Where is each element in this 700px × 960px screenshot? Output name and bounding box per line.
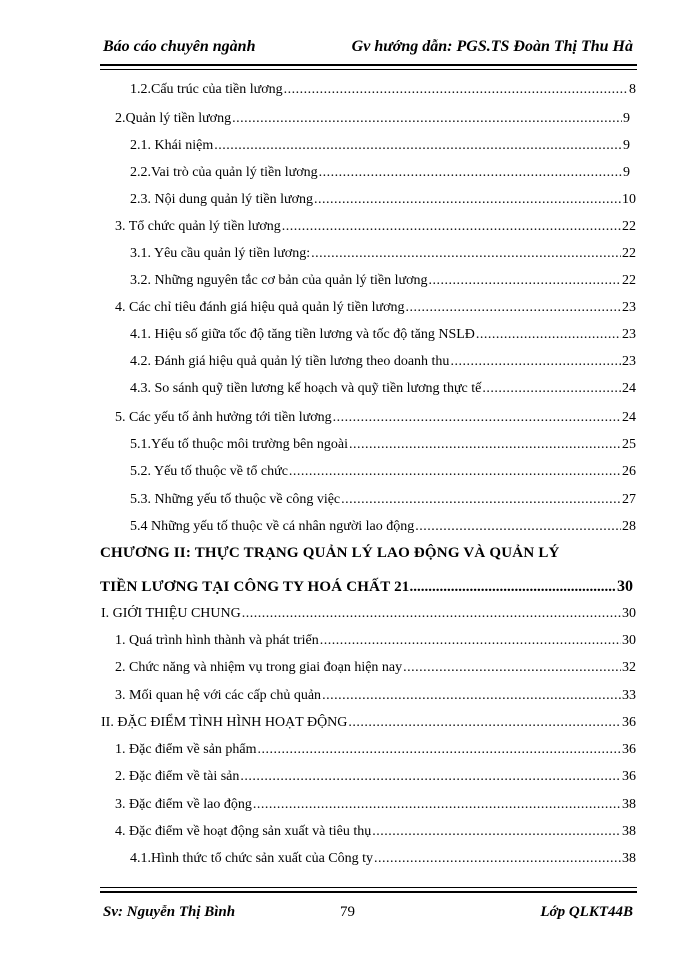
toc-entry-page: 24 [622, 381, 636, 396]
footer-student: Sv: Nguyễn Thị Bình [103, 904, 236, 920]
toc-entry-title: 4.1.Hình thức tổ chức sản xuất của Công ty [130, 851, 374, 866]
toc-entry-title: II. ĐẶC ĐIỂM TÌNH HÌNH HOẠT ĐỘNG [101, 715, 348, 730]
toc-entry-page: 36 [622, 742, 636, 757]
toc-entry[interactable] [115, 688, 636, 704]
header-report-title: Báo cáo chuyên ngành [103, 38, 256, 55]
chapter-title: TIỀN LƯƠNG TẠI CÔNG TY HOÁ CHẤT 21 [100, 579, 410, 595]
toc-leader [214, 138, 622, 154]
toc-entry-title: 4.1. Hiệu số giữa tốc độ tăng tiền lương và tốc độ tăng NSLĐ [130, 327, 475, 342]
toc-leader [403, 660, 621, 676]
toc-entry[interactable] [130, 464, 636, 480]
toc-entry-page: 22 [622, 219, 636, 234]
toc-entry[interactable] [115, 824, 636, 840]
toc-entry[interactable] [130, 437, 636, 453]
toc-entry-title: 1. Quá trình hình thành và phát triển [115, 633, 319, 648]
toc-entry-title: 3. Mối quan hệ với các cấp chủ quản [115, 688, 322, 703]
toc-entry-page: 25 [622, 437, 636, 452]
toc-entry-title: 2. Đặc điểm về tài sản [115, 769, 240, 784]
toc-entry-page: 36 [622, 715, 636, 730]
toc-entry-page: 33 [622, 688, 636, 703]
toc-entry-page: 9 [623, 165, 630, 180]
toc-entry[interactable] [130, 192, 636, 208]
toc-entry[interactable] [115, 219, 636, 235]
toc-entry[interactable] [115, 660, 636, 676]
toc-entry-page: 28 [622, 519, 636, 534]
toc-entry-title: 1. Đặc điểm về sản phẩm [115, 742, 257, 757]
toc-entry[interactable] [115, 797, 636, 813]
toc-leader [320, 633, 621, 649]
toc-leader [322, 688, 621, 704]
toc-entry-page: 23 [622, 327, 636, 342]
toc-entry-title: 3.2. Những nguyên tắc cơ bản của quản lý tiền lương [130, 273, 428, 288]
toc-entry-title: 3. Đặc điểm về lao động [115, 797, 252, 812]
toc-leader [415, 519, 621, 535]
toc-entry-page: 23 [622, 354, 636, 369]
toc-leader [410, 579, 616, 596]
toc-entry-title: 5.3. Những yếu tố thuộc về công việc [130, 492, 341, 507]
toc-entry-page: 9 [623, 111, 630, 126]
toc-leader [348, 715, 621, 731]
toc-leader [284, 82, 628, 98]
toc-leader [242, 606, 621, 622]
toc-entry[interactable] [115, 633, 636, 649]
page-header [100, 38, 637, 62]
toc-entry-page: 36 [622, 769, 636, 784]
toc-entry-title: 4. Đặc điểm về hoạt động sản xuất và tiêu thụ [115, 824, 372, 839]
page-footer [100, 904, 637, 926]
toc-leader [374, 851, 621, 867]
toc-entry-title: 4.2. Đánh giá hiệu quả quản lý tiền lương theo doanh thu [130, 354, 450, 369]
toc-entry[interactable] [130, 82, 636, 98]
page-number: 79 [340, 904, 355, 920]
toc-entry-title: 5. Các yếu tố ảnh hưởng tới tiền lương [115, 410, 332, 425]
toc-entry-title: 3. Tổ chức quản lý tiền lương [115, 219, 281, 234]
toc-entry-page: 32 [622, 660, 636, 675]
toc-entry[interactable] [130, 273, 636, 289]
toc-leader [258, 742, 621, 758]
toc-entry-page: 38 [622, 797, 636, 812]
toc-leader [341, 492, 621, 508]
header-supervisor: Gv hướng dẫn: PGS.TS Đoàn Thị Thu Hà [351, 38, 633, 55]
toc-entry-title: 4. Các chỉ tiêu đánh giá hiệu quả quản lý tiền lương [115, 300, 405, 315]
toc-entry[interactable] [130, 138, 630, 154]
toc-leader [482, 381, 621, 397]
toc-entry-title: 5.2. Yếu tố thuộc về tổ chức [130, 464, 288, 479]
toc-leader [240, 769, 621, 785]
toc-entry[interactable] [101, 715, 636, 731]
toc-entry-page: 22 [622, 273, 636, 288]
toc-entry-title: 5.4 Những yếu tố thuộc về cá nhân người lao động [130, 519, 415, 534]
toc-entry[interactable] [115, 769, 636, 785]
toc-leader [314, 192, 621, 208]
toc-entry-title: 1.2.Cấu trúc của tiền lương [130, 82, 283, 97]
toc-entry[interactable] [130, 851, 636, 867]
chapter-heading-line2[interactable] [100, 578, 637, 596]
toc-leader [319, 165, 622, 181]
toc-entry-page: 23 [622, 300, 636, 315]
toc-leader [311, 246, 621, 262]
toc-entry[interactable] [130, 519, 636, 535]
toc-entry[interactable] [130, 327, 636, 343]
toc-entry[interactable] [130, 246, 636, 262]
toc-entry-page: 30 [622, 633, 636, 648]
toc-entry-title: 3.1. Yêu cầu quản lý tiền lương: [130, 246, 311, 261]
toc-entry-title: 4.3. So sánh quỹ tiền lương kế hoạch và quỹ tiền lương thực tế [130, 381, 482, 396]
toc-leader [476, 327, 621, 343]
toc-entry-title: 2.2.Vai trò của quản lý tiền lương [130, 165, 318, 180]
toc-entry[interactable] [115, 300, 636, 316]
toc-leader [289, 464, 621, 480]
toc-entry-title: 5.1.Yếu tố thuộc môi trường bên ngoài [130, 437, 348, 452]
toc-entry-page: 24 [622, 410, 636, 425]
toc-leader [333, 410, 621, 426]
toc-leader [428, 273, 621, 289]
toc-entry-page: 9 [623, 138, 630, 153]
chapter-heading-line1[interactable]: CHƯƠNG II: THỰC TRẠNG QUẢN LÝ LAO ĐỘNG VÀ QUẢN LÝ [100, 545, 560, 561]
toc-leader [372, 824, 621, 840]
toc-entry[interactable] [130, 381, 636, 397]
toc-entry-page: 26 [622, 464, 636, 479]
toc-entry-page: 10 [622, 192, 636, 207]
toc-entry-page: 22 [622, 246, 636, 261]
toc-entry-title: I. GIỚI THIỆU CHUNG [101, 606, 241, 621]
footer-rule [100, 887, 637, 893]
toc-leader [282, 219, 621, 235]
toc-entry[interactable] [115, 111, 630, 127]
toc-entry[interactable] [130, 354, 636, 370]
toc-entry[interactable] [115, 410, 636, 426]
toc-leader [232, 111, 622, 127]
toc-leader [405, 300, 621, 316]
toc-entry-page: 30 [622, 606, 636, 621]
toc-entry[interactable] [130, 492, 636, 508]
toc-entry[interactable] [115, 742, 636, 758]
toc-entry[interactable] [130, 165, 630, 181]
toc-leader [450, 354, 621, 370]
toc-entry-page: 38 [622, 824, 636, 839]
toc-entry-title: 2. Chức năng và nhiệm vụ trong giai đoạn hiện nay [115, 660, 403, 675]
toc-entry-page: 27 [622, 492, 636, 507]
toc-entry[interactable] [101, 606, 636, 622]
toc-leader [253, 797, 621, 813]
chapter-page: 30 [617, 578, 633, 595]
footer-class: Lớp QLKT44B [540, 904, 633, 920]
toc-entry-page: 8 [629, 82, 636, 97]
toc-entry-page: 38 [622, 851, 636, 866]
header-rule [100, 64, 637, 70]
toc-entry-title: 2.Quản lý tiền lương [115, 111, 232, 126]
toc-entry-title: 2.1. Khái niệm [130, 138, 214, 153]
toc-entry-title: 2.3. Nội dung quản lý tiền lương [130, 192, 313, 207]
toc-leader [349, 437, 621, 453]
